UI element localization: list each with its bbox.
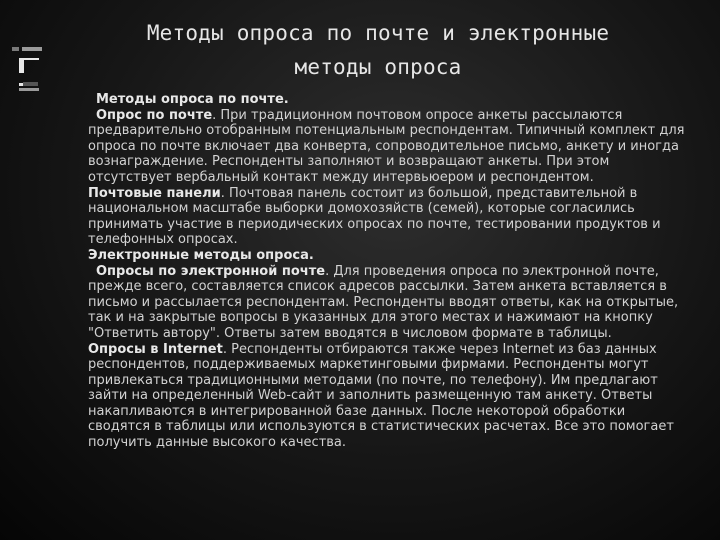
- section-heading-electronic: Электронные методы опроса.: [88, 247, 314, 263]
- section-heading-mail: Методы опроса по почте.: [96, 92, 289, 107]
- slide-title: [118, 16, 638, 84]
- decorative-bar: [12, 47, 19, 51]
- term-mail-panels: Почтовые панели: [88, 185, 221, 201]
- paragraph-mail-panels: Почтовые панели. Почтовая панель состоит из большой, представительной в национальном масштабе выборки домохозяйств (семей), которые согласились принимать участие в периодических опросах по почте, тестировании продуктов и телефонных опросах.: [88, 185, 661, 248]
- decorative-bracket: [19, 58, 39, 73]
- term-email-survey: Опросы по электронной почте: [96, 263, 326, 279]
- term-mail-survey: Опрос по почте: [96, 107, 213, 123]
- paragraph-email-survey: Опросы по электронной почте. Для проведения опроса по электронной почте, прежде всего, составляется список адресов рассылки. Затем анкета вставляется в письмо и рассылается респондентам. Респонденты вводят ответы, как на открытые, так и на закрытые вопросы в указанных для этого местах и нажимают на кнопку "Ответить автору". Ответы затем вводятся в числовом формате в таблицы.: [88, 263, 679, 341]
- title-line-1: Методы опроса по почте и электронные: [146, 21, 610, 45]
- decorative-bar: [23, 82, 38, 86]
- paragraph-internet-survey: Опросы в Internet. Респонденты отбираются также через Internet из баз данных респондентов, поддерживаемых маркетинговыми фирмами. Респонденты могут привлекаться традиционными методами (по почте, по телефону). Им предлагают зайти на определенный Web-сайт и заполнить размещенную там анкету. Ответы накапливаются в интегрированной базе данных. После некоторой обработки сводятся в таблицы или используются в статистических расчетах. Все это помогает получить данные высокого качества.: [88, 341, 674, 451]
- title-line-2: методы опроса: [294, 55, 462, 79]
- decorative-bar: [22, 47, 42, 51]
- decorative-bar: [19, 88, 39, 91]
- paragraph-mail-survey: Опрос по почте. При традиционном почтовом опросе анкеты рассылаются предварительно отобранным потенциальным респондентам. Типичный комплект для опроса по почте включает два конверта, сопроводительное письмо, анкету и иногда вознаграждение. Респонденты заполняют и возвращают анкеты. При этом отсутствует вербальный контакт между интервьюером и респондентом.: [88, 107, 685, 185]
- slide-body: [88, 92, 688, 451]
- term-internet-survey: Опросы в Internet: [88, 341, 223, 357]
